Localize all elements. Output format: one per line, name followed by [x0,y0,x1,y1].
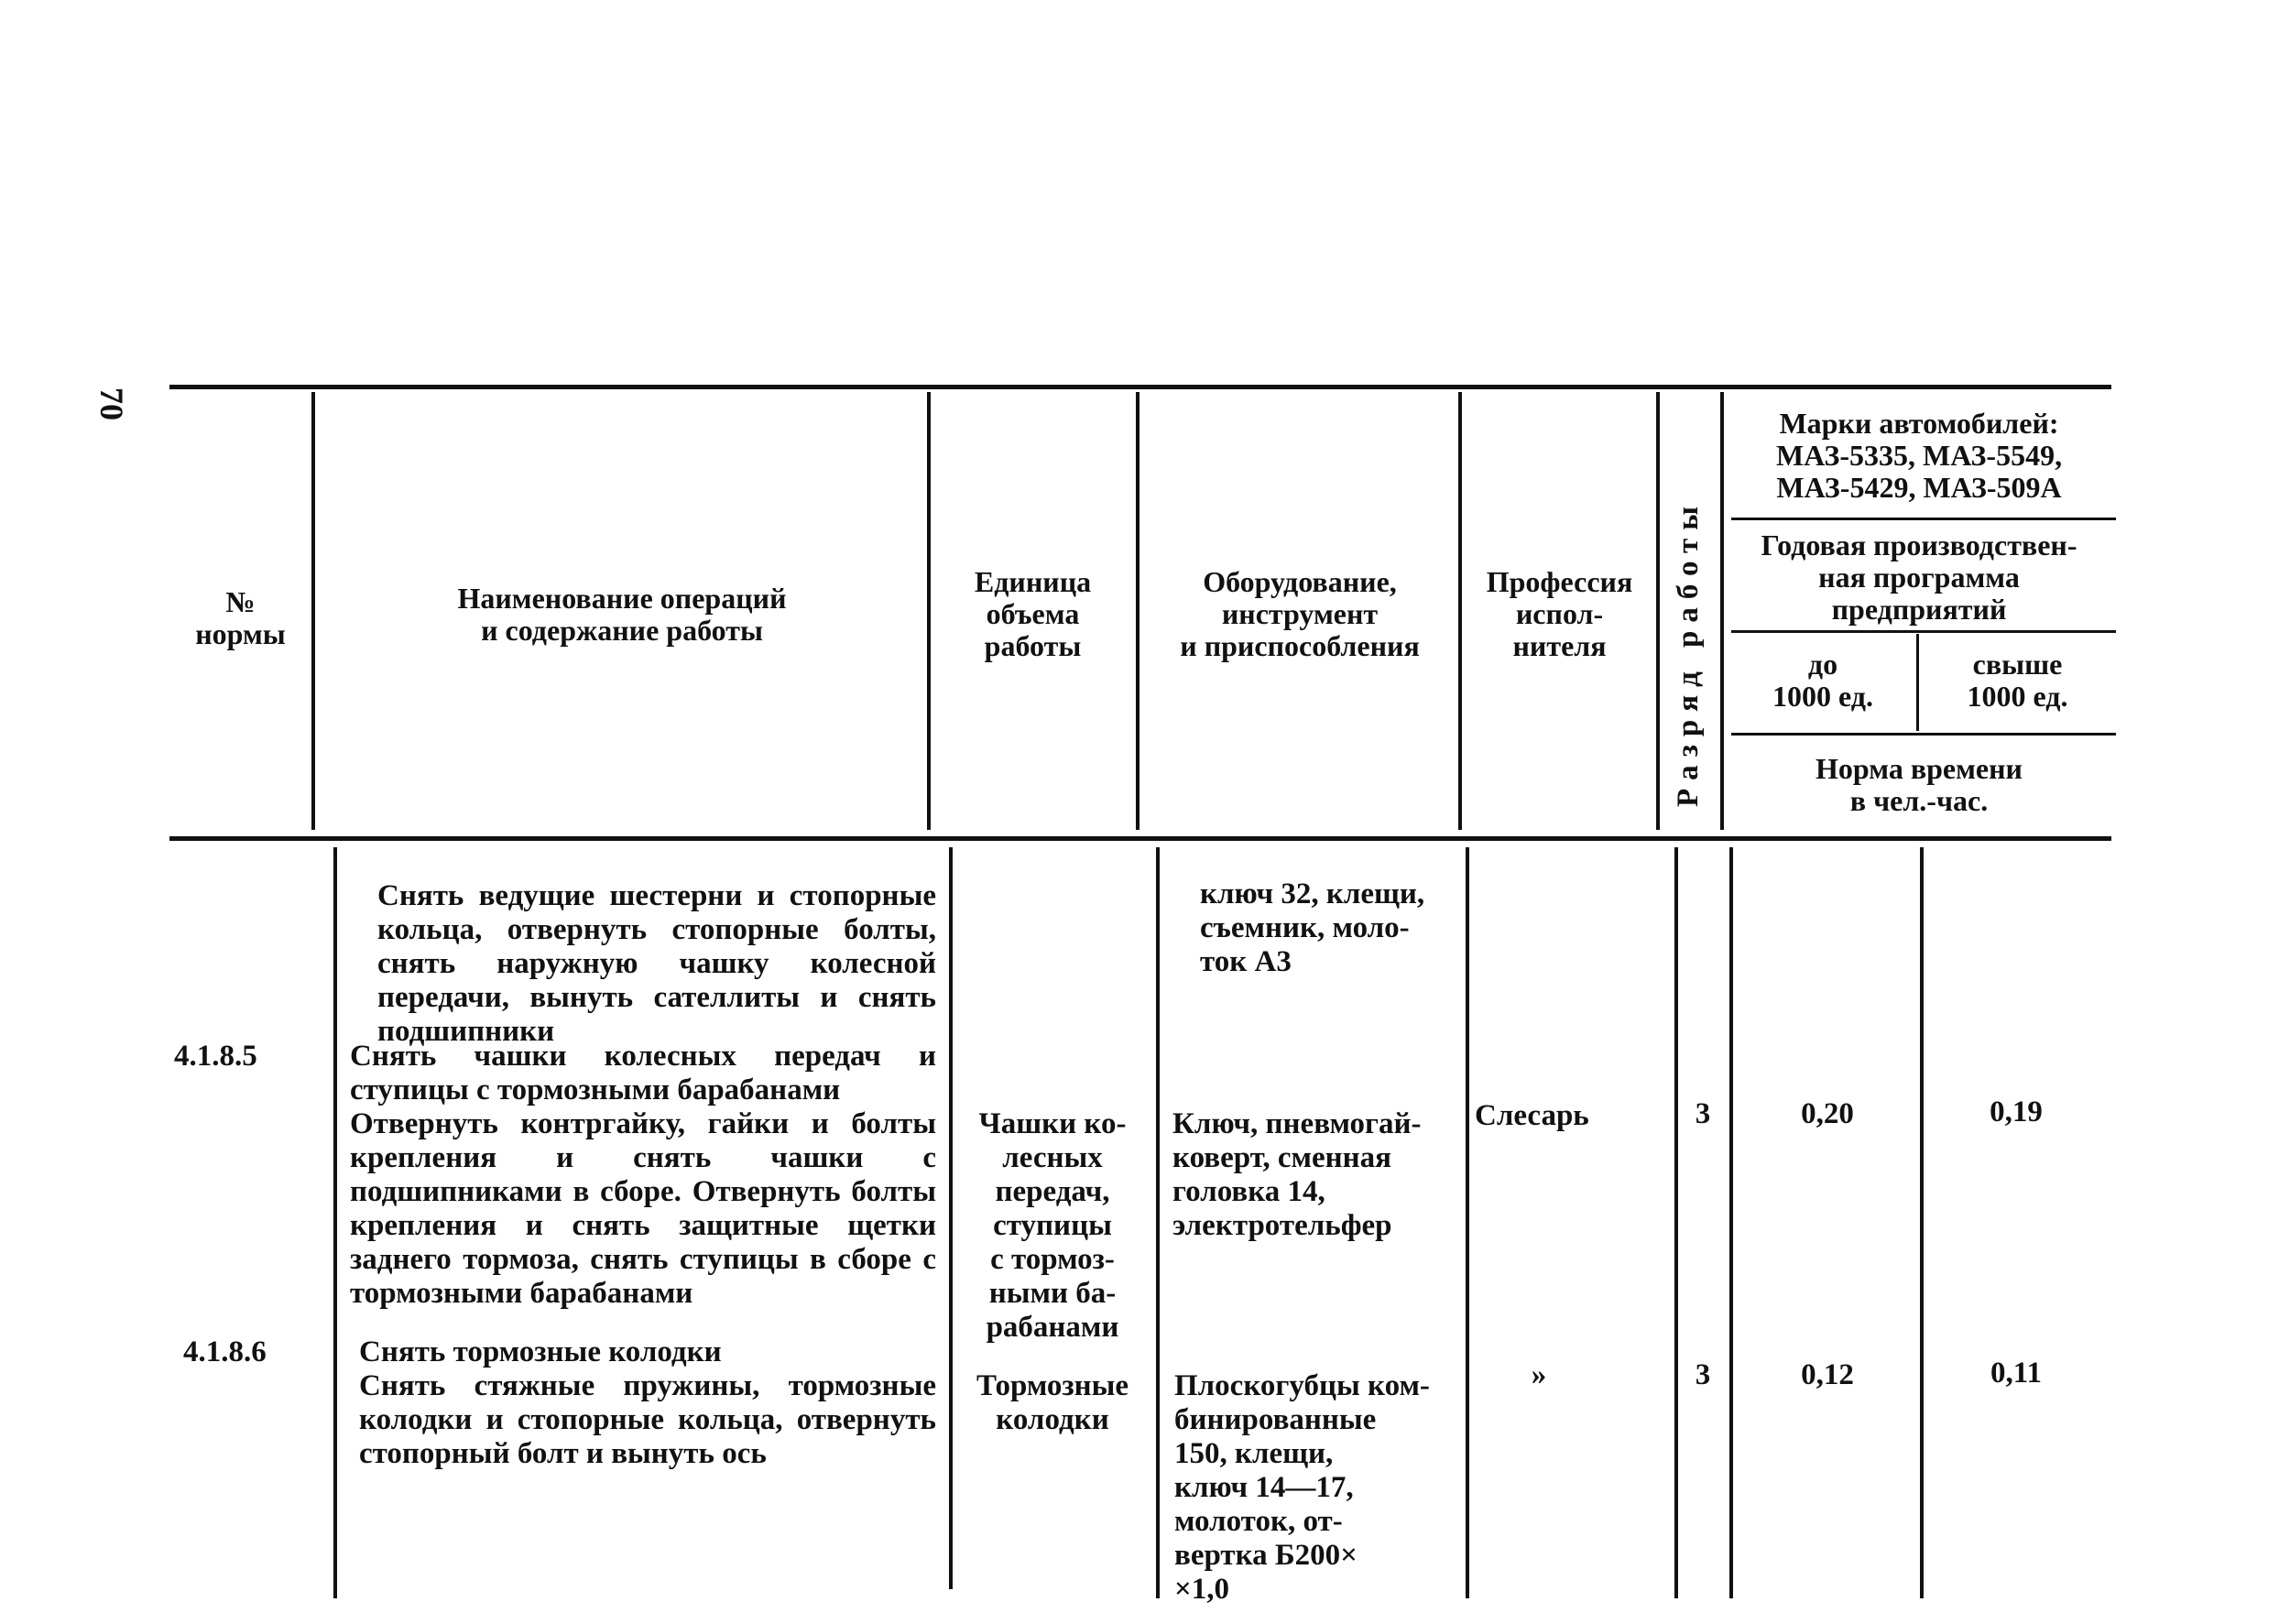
row-equipment: Ключ, пневмогай- коверт, сменная головка 14, электротельфер [1172,1107,1422,1242]
row-rank: 3 [1695,1358,1711,1391]
header-profession: Профессия испол- нителя [1486,565,1633,662]
body-col-rule [333,847,337,1598]
row-text: Снять стяжные пружины, тормозные колодки и стопорные кольца, отвернуть стопорный болт и вынуть ось [359,1369,936,1470]
row-time-over-1000: 0,19 [1990,1095,2043,1128]
header-over-1000: свыше 1000 ед. [1967,648,2068,713]
row-unit: Тормозные колодки [976,1369,1129,1436]
row-norm-no: 4.1.8.5 [174,1040,257,1073]
row-equipment: Плоскогубцы ком- бинированные 150, клещи, ключ 14—17, молоток, от- вертка Б200× ×1,0 [1174,1369,1430,1606]
header-col-rule [927,392,931,830]
header-brands: Марки автомобилей: МАЗ-5335, МАЗ-5549, МАЗ-5429, МАЗ-509А [1775,407,2063,504]
row-unit: Чашки ко- лесных передач, ступицы с тормоз- ными ба- рабанами [978,1107,1127,1344]
row-time-up-to-1000: 0,20 [1801,1097,1854,1130]
continuation-text: Снять ведущие шестерни и стопорные кольца, отвернуть стопорные болты, снять наружную чашку колесной передачи, вынуть сателлиты и снять подшипники [377,879,936,1048]
header-col-rule [1458,392,1462,830]
row-time-over-1000: 0,11 [1990,1357,2042,1390]
header-col-rule [1916,634,1919,731]
body-col-rule [1466,847,1469,1598]
header-rank-label: Разряд работы [1672,497,1706,808]
continuation-equipment: ключ 32, клещи, съемник, моло- ток А3 [1200,877,1425,978]
header-up-to-1000: до 1000 ед. [1772,648,1873,713]
subheader-divider-rule [1731,733,2116,736]
header-unit: Единица объема работы [974,565,1092,662]
header-time-norm: Норма времени в чел.-час. [1816,752,2023,817]
header-annual-program: Годовая производствен- ная программа предприятий [1761,529,2077,626]
header-bottom-rule [169,836,2111,841]
body-col-rule [1674,847,1678,1598]
row-norm-no: 4.1.8.6 [183,1335,267,1368]
row-title: Снять чашки колесных передач и ступицы с тормозными барабанами [350,1040,936,1106]
program-divider-rule [1731,630,2116,633]
row-rank: 3 [1695,1097,1711,1130]
header-equipment: Оборудование, инструмент и приспособления [1180,565,1420,662]
header-col-rule [1136,392,1140,830]
row-profession: » [1531,1358,1547,1391]
row-time-up-to-1000: 0,12 [1801,1358,1854,1391]
body-col-rule [1156,847,1160,1598]
row-title: Снять тормозные колодки [359,1335,722,1368]
row-text: Отвернуть контргайку, гайки и болты крепления и снять чашки с подшипниками в сборе. Отвернуть болты крепления и снять защитные щетки заднего тормоза, снять ступицы в сборе с тормозными барабанами [350,1107,936,1310]
row-profession: Слесарь [1475,1099,1589,1132]
header-operation: Наименование операций и содержание работы [457,582,787,647]
header-col-rule [311,392,315,830]
page-number: 70 [93,387,130,420]
table-top-rule [169,385,2111,389]
body-col-rule [1920,847,1924,1598]
brands-divider-rule [1731,518,2116,520]
body-col-rule [1729,847,1733,1598]
header-norm-no: № нормы [195,585,286,650]
header-rank [1656,481,1722,824]
